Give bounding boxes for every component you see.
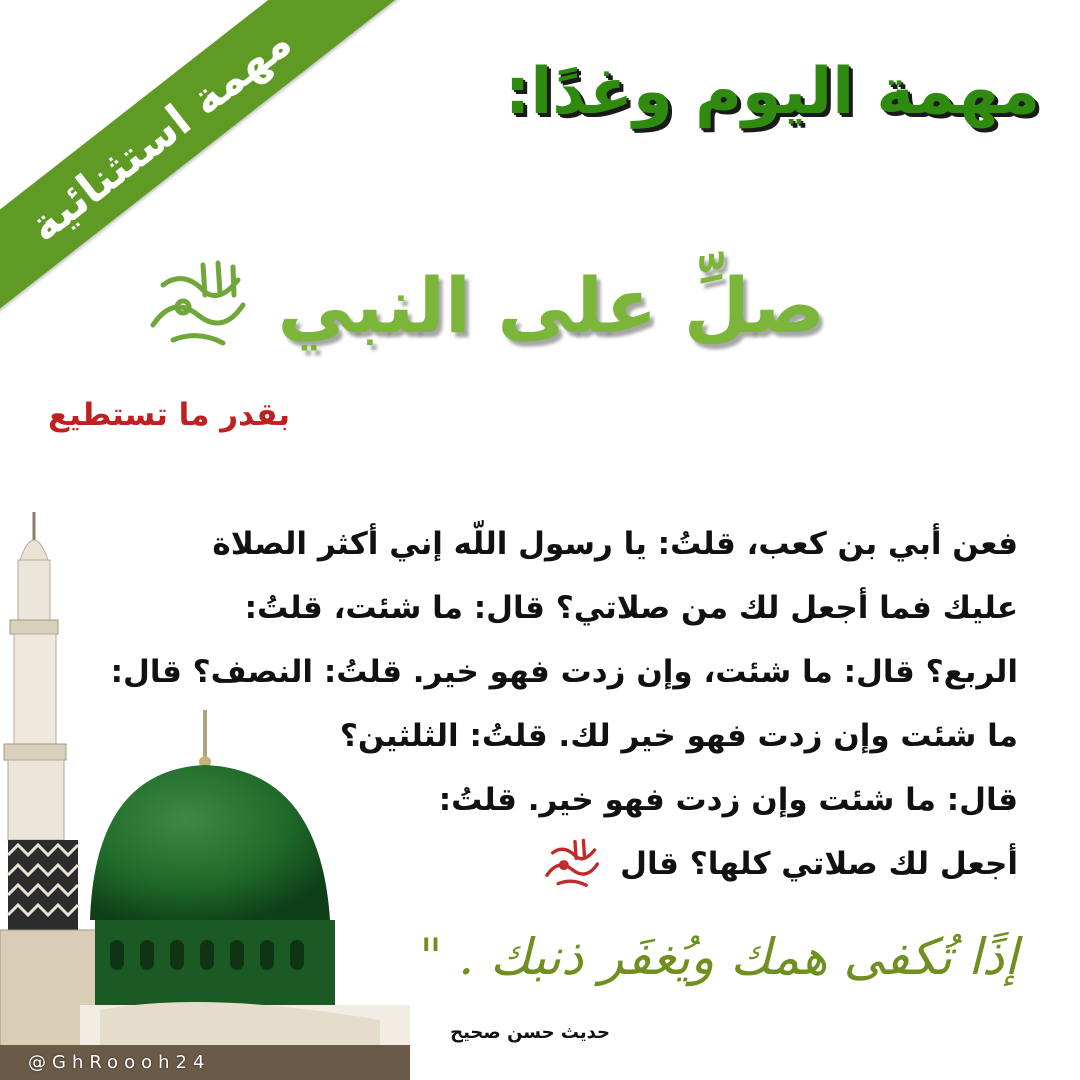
hadith-text (110, 512, 1018, 896)
hadith-grading: حديث حسن صحيح (450, 1022, 610, 1043)
minaret (0, 512, 100, 1080)
honorific-calligraphy-icon (143, 255, 263, 355)
honorific-calligraphy-icon (540, 836, 610, 892)
hadith-line: فعن أبي بن كعب، قلتُ: يا رسول اللّه إني أكثر الصلاة (212, 526, 1018, 562)
hadith-line: قال: ما شئت وإن زدت فهو خير. قلتُ: (438, 782, 1018, 818)
watermark: @GhRoooh24 (28, 1052, 211, 1073)
hadith-line: الربع؟ قال: ما شئت، وإن زدت فهو خير. قلتُ: النصف؟ قال: (110, 654, 1018, 690)
ribbon-label: مهمة استثنائية (19, 16, 301, 252)
page-title: مهمة اليوم وغدًا: (504, 55, 1040, 129)
hadith-line: عليك فما أجعل لك من صلاتي؟ قال: ما شئت، قلتُ: (244, 590, 1018, 626)
capability-note: بقدر ما تستطيع (48, 397, 290, 433)
hadith-line: ما شئت وإن زدت فهو خير لك. قلتُ: الثلثين؟ (339, 718, 1018, 754)
hadith-line (378, 832, 1018, 896)
conclusion-text: إذًا تُكفى همك ويُغفَر ذنبك . " (419, 928, 1018, 986)
subtitle-text: صلِّ على النبي (277, 260, 825, 350)
subtitle-row (143, 255, 825, 355)
hadith-line-text: أجعل لك صلاتي كلها؟ قال (620, 846, 1018, 882)
